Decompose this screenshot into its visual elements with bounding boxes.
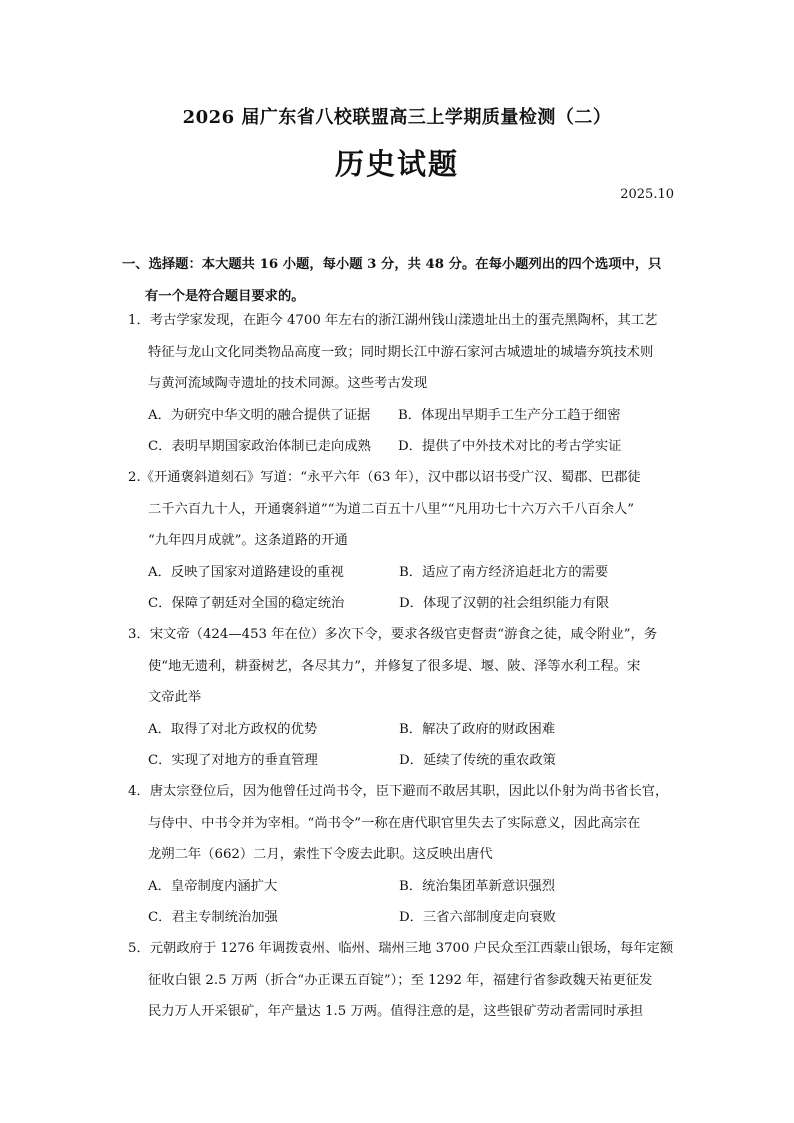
options-row [128, 871, 680, 903]
option-a: A．反映了国家对道路建设的重视 [148, 564, 344, 580]
option-d: D．提供了中外技术对比的考古学实证 [398, 439, 622, 454]
option-c: C．君主专制统治加强 [148, 910, 278, 925]
question-stem-line: 龙朔二年（662）二月，索性下令废去此职。这反映出唐代 [148, 847, 493, 862]
options-row [128, 588, 680, 620]
question-5 [128, 933, 680, 1028]
question-stem-line: 二千六百九十人，开通褒斜道”“为道二百五十八里”“凡用功七十六万六千八百余人” [148, 501, 635, 517]
question-stem-line: 与黄河流域陶寺遗址的技术同源。这些考古发现 [148, 376, 428, 391]
option-c: C．保障了朝廷对全国的稳定统治 [148, 596, 345, 611]
question-stem-line: 1．考古学家发现，在距今 4700 年左右的浙江湖州钱山漾遗址出土的蛋壳黑陶杯，其工艺 [128, 313, 658, 328]
option-a: A．为研究中华文明的融合提供了证据 [148, 407, 371, 423]
subject-title: 历史试题 [334, 147, 459, 181]
option-b: B．解决了政府的财政困难 [399, 721, 556, 737]
exam-title: 2026 届广东省八校联盟高三上学期质量检测（二） [182, 107, 612, 128]
section-instructions [122, 249, 682, 313]
question-stem-line: 民力万人开采银矿，年产量达 1.5 万两。值得注意的是，这些银矿劳动者需同时承担 [148, 1004, 643, 1019]
section-instructions-line: 有一个是符合题目要求的。 [145, 289, 305, 304]
question-stem-line: 2.《开通褒斜道刻石》写道：“永平六年（63 年），汉中郡以诏书受广汉、蜀郡、巴郡徒 [128, 470, 641, 485]
options-row [128, 400, 680, 432]
options-row [128, 714, 680, 746]
question-2 [128, 462, 680, 620]
option-b: B．统治集团革新意识强烈 [399, 878, 556, 894]
question-stem-line: 征收白银 2.5 万两（折合“办正课五百锭”）；至 1292 年，福建行省参政魏天祐更征发 [148, 972, 653, 988]
question-stem-line: 使“地无遗利，耕蚕树艺，各尽其力”，并修复了很多堤、堰、陂、泽等水利工程。宋 [148, 658, 641, 674]
option-c: C．实现了对地方的垂直管理 [148, 753, 318, 768]
question-stem-line: 4．唐太宗登位后，因为他曾任过尚书令，臣下避而不敢居其职，因此以仆射为尚书省长官， [128, 784, 669, 799]
options-row [128, 557, 680, 589]
question-3 [128, 619, 680, 777]
question-stem-line: 文帝此举 [148, 690, 202, 705]
option-c: C．表明早期国家政治体制已走向成熟 [148, 439, 371, 454]
question-4 [128, 776, 680, 934]
option-a: A．取得了对北方政权的优势 [148, 721, 318, 737]
option-a: A．皇帝制度内涵扩大 [148, 878, 278, 894]
section-instructions-line: 一、选择题：本大题共 16 小题，每小题 3 分，共 48 分。在每小题列出的四个选项中，只 [122, 257, 662, 272]
question-stem-line: “九年四月成就”。这条道路的开通 [148, 533, 348, 548]
exam-date: 2025.10 [620, 187, 674, 202]
option-b: B．适应了南方经济追赶北方的需要 [399, 564, 609, 580]
options-row [128, 431, 680, 463]
option-d: D．体现了汉朝的社会组织能力有限 [399, 596, 610, 611]
question-stem-line: 5．元朝政府于 1276 年调拨袁州、临州、瑞州三地 3700 户民众至江西蒙山银场，每年定额 [128, 941, 674, 956]
question-1 [128, 305, 680, 463]
option-d: D．三省六部制度走向衰败 [399, 910, 556, 925]
question-stem-line: 与侍中、中书令并为宰相。“尚书令”一称在唐代职官里失去了实际意义，因此高宗在 [148, 815, 641, 831]
options-row [128, 745, 680, 777]
option-d: D．延续了传统的重农政策 [399, 753, 556, 768]
option-b: B．体现出早期手工生产分工趋于细密 [398, 407, 621, 423]
options-row [128, 902, 680, 934]
question-stem-line: 3．宋文帝（424—453 年在位）多次下令，要求各级官吏督责“游食之徒，咸令附业”，务 [128, 627, 658, 642]
question-stem-line: 特征与龙山文化同类物品高度一致；同时期长江中游石家河古城遗址的城墙夯筑技术则 [148, 344, 654, 360]
